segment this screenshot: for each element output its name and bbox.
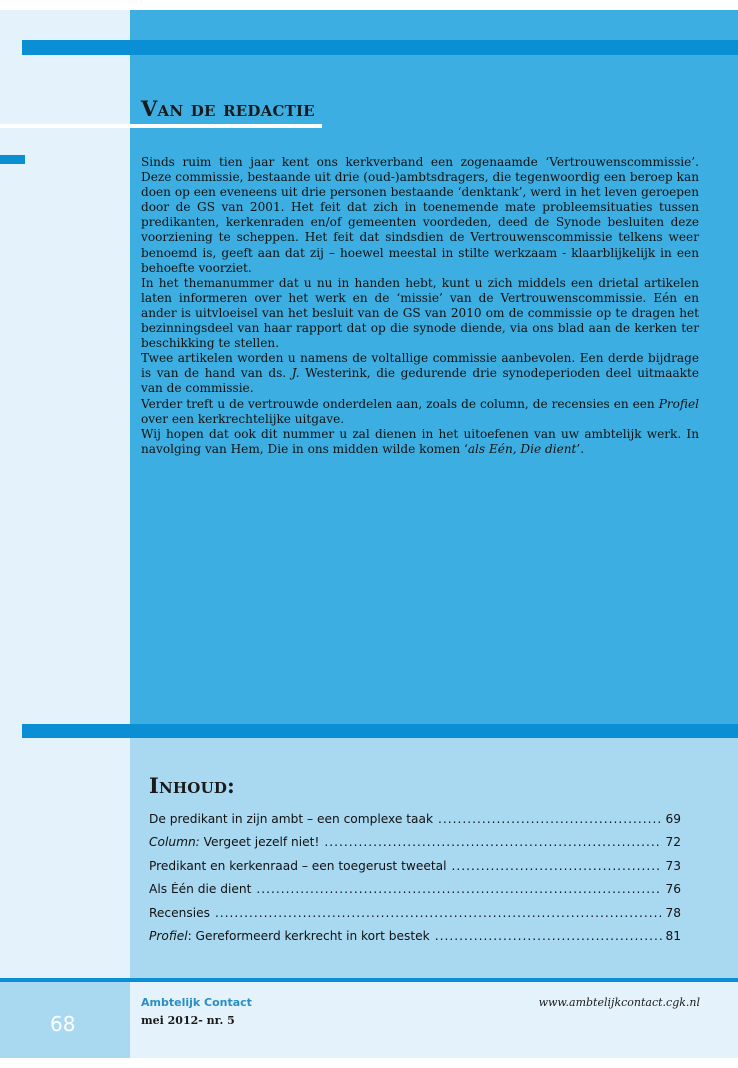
editorial-paragraph: [141, 427, 699, 457]
toc-entry[interactable]: [149, 929, 681, 952]
editorial-body: [141, 155, 699, 457]
toc-entry-text: Vergeet jezelf niet!: [199, 835, 320, 850]
toc-entry-title: [149, 929, 430, 943]
toc-entry-text: De predikant in zijn ambt – een complexe taak: [149, 812, 434, 826]
paragraph-text: Verder treft u de vertrouwde onderdelen aan, zoals de column, de recensies en een: [141, 396, 659, 411]
toc-page-number: 69: [665, 812, 681, 826]
toc-dot-leader: [324, 835, 662, 849]
magazine-name: Ambtelijk Contact: [141, 996, 252, 1009]
toc-page-number: 76: [665, 882, 681, 897]
toc-entry-title: [149, 812, 433, 826]
toc-entry-prefix: Column:: [149, 835, 200, 850]
toc-page-number: 81: [665, 928, 681, 943]
left-accent-tab: [0, 155, 25, 164]
footer-accent-line: [0, 978, 738, 982]
toc-entry-prefix: Profiel: [149, 928, 188, 943]
toc-page-number: 72: [665, 835, 681, 850]
italic-text: als Eén, Die dient: [467, 441, 577, 456]
italic-text: J.: [291, 366, 300, 381]
editorial-paragraph: [141, 397, 699, 427]
toc-entry-title: [149, 882, 251, 896]
toc-entry-title: [149, 859, 446, 873]
toc-page-number: 78: [665, 905, 681, 920]
contents-heading: Inhoud:: [149, 773, 236, 798]
toc-entry[interactable]: [149, 859, 681, 882]
toc-entry[interactable]: [149, 906, 681, 929]
editorial-paragraph: [141, 155, 699, 276]
top-accent-bar: [22, 40, 738, 55]
toc-dot-leader: [435, 929, 663, 943]
toc-entry[interactable]: [149, 882, 681, 905]
toc-dot-leader: [256, 882, 662, 896]
toc-entry-title: [149, 835, 319, 849]
heading-underline: [0, 124, 322, 128]
toc-dot-leader: [215, 906, 663, 920]
issue-label: mei 2012- nr. 5: [141, 1014, 235, 1027]
toc-entry-text: : Gereformeerd kerkrecht in kort bestek: [187, 928, 430, 943]
toc-entry[interactable]: [149, 835, 681, 858]
toc-entry-text: Als Één die dient: [149, 882, 252, 897]
paragraph-text: Twee artikelen worden u namens de voltallige commissie aanbevolen. Een derde bijdrage is van de hand van ds.: [141, 351, 699, 381]
toc-entry-text: Predikant en kerkenraad – een toegerust tweetal: [149, 858, 447, 873]
website-url[interactable]: www.ambtelijkcontact.cgk.nl: [538, 996, 700, 1009]
toc-page-number: 73: [665, 858, 681, 873]
paragraph-text: Sinds ruim tien jaar kent ons kerkverband een zogenaamde ‘Vertrouwenscommissie’. Deze commissie, bestaande uit drie (oud-)ambtsdragers, die tegenwoordig een beroep kan doen op een eveneens uit drie personen bestaande ‘denktank’, werd in het leven geroepen door de GS van 2001. Het feit dat zich in toenemende mate probleemsituaties tussen predikanten, kerkenraden en/of gemeenten voordeden, deed de Synode besluiten deze voorziening te scheppen. Het feit dat sindsdien de Vertrouwenscommissie telkens weer benoemd is, geeft aan dat zij – hoewel meestal in stilte werkzaam - klaarblijkelijk in een behoefte voorziet.: [141, 155, 699, 275]
editorial-paragraph: [141, 351, 699, 396]
editorial-paragraph: [141, 276, 699, 351]
paragraph-text: ’.: [576, 441, 585, 456]
toc-entry-text: Recensies: [149, 905, 210, 920]
middle-accent-bar: [22, 724, 738, 738]
page-number: 68: [50, 1012, 76, 1036]
toc-entry-title: [149, 906, 210, 920]
paragraph-text: Wij hopen dat ook dit nummer u zal dienen in het uitoefenen van uw ambtelijk werk. In navolging van Hem, Die in ons midden wilde komen ‘: [141, 426, 699, 456]
table-of-contents: [149, 812, 681, 952]
editorial-heading: Van de redactie: [141, 96, 315, 121]
paragraph-text: over een kerkrechtelijke uitgave.: [141, 411, 345, 426]
italic-text: Profiel: [658, 396, 699, 411]
toc-entry[interactable]: [149, 812, 681, 835]
paragraph-text: Westerink, die gedurende drie synodeperioden deel uitmaakte van de commissie.: [141, 366, 699, 396]
toc-dot-leader: [451, 859, 662, 873]
paragraph-text: In het themanummer dat u nu in handen hebt, kunt u zich middels een drietal artikelen laten informeren over het werk en de ‘missie’ van de Vertrouwenscommissie. Eén en ander is uitvloeisel van het besluit van de GS van 2010 om de commissie op te dragen het bezinningsdeel van haar rapport dat op die synode diende, via ons blad aan de kerken ter beschikking te stellen.: [141, 275, 699, 351]
left-margin-panel: [0, 10, 130, 1058]
toc-dot-leader: [438, 812, 662, 826]
